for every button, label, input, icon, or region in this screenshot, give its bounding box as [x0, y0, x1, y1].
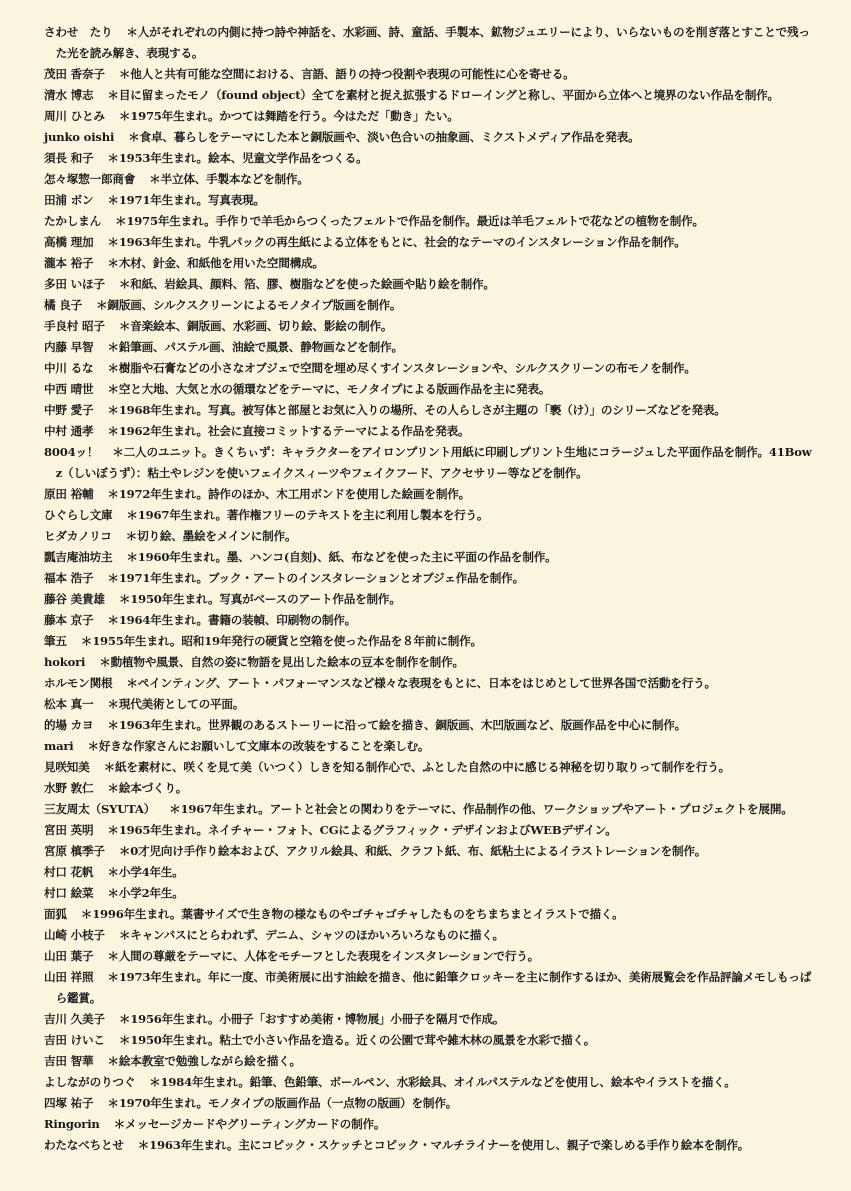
artist-name: ホルモン関根	[44, 676, 113, 690]
artist-entry	[44, 799, 814, 820]
artist-description: ＊1963年生まれ。牛乳パックの再生紙による立体をもとに、社会的なテーマのインスタレーション作品を制作。	[107, 235, 686, 249]
artist-entry	[44, 631, 814, 652]
artist-name: 三友周太（SYUTA）	[44, 802, 156, 816]
artist-description: ＊1971年生まれ。ブック・アートのインスタレーションとオブジェ作品を制作。	[107, 571, 524, 585]
artist-name: たかしまん	[44, 214, 101, 228]
artist-name: 周川 ひとみ	[44, 109, 105, 123]
artist-entry	[44, 253, 814, 274]
artist-name: junko oishi	[44, 130, 115, 144]
artist-entry	[44, 106, 814, 127]
artist-entry	[44, 421, 814, 442]
artist-description: ＊紙を素材に、咲くを見て美（いつく）しきを知る制作心で、ふとした自然の中に感じる神秘を切り取りって制作を行う。	[103, 760, 731, 774]
artist-description: ＊メッセージカードやグリーティングカードの制作。	[113, 1117, 386, 1131]
artist-name: 的場 カヨ	[44, 718, 94, 732]
artist-name: 中村 通孝	[44, 424, 94, 438]
artist-name: 山田 葉子	[44, 949, 94, 963]
artist-entry	[44, 358, 814, 379]
artist-description: ＊1955年生まれ。昭和19年発行の硬貨と空箱を使った作品を８年前に制作。	[80, 634, 482, 648]
artist-entry	[44, 715, 814, 736]
artist-description: ＊1960年生まれ。墨、ハンコ(自刻)、紙、布などを使った主に平面の作品を制作。	[126, 550, 557, 564]
artist-description: ＊1967年生まれ。著作権フリーのテキストを主に利用し製本を行う。	[126, 508, 489, 522]
artist-entry	[44, 610, 814, 631]
artist-entry	[44, 232, 814, 253]
artist-name: 中川 るな	[44, 361, 94, 375]
artist-name: 村口 絵菜	[44, 886, 94, 900]
artist-name: 村口 花帆	[44, 865, 94, 879]
artist-entry	[44, 442, 814, 484]
artist-entry	[44, 778, 814, 799]
artist-entry	[44, 904, 814, 925]
artist-description: ＊現代美術としての平面。	[107, 697, 245, 711]
artist-entry	[44, 484, 814, 505]
artist-name: 面狐	[44, 907, 67, 921]
artist-name: 清水 博志	[44, 88, 94, 102]
artist-name: 山崎 小枝子	[44, 928, 105, 942]
artist-description: ＊樹脂や石膏などの小さなオブジェで空間を埋め尽くすインスタレーションや、シルクスクリーンの布モノを制作。	[107, 361, 696, 375]
artist-name: 怎々塚惣一郎商會	[44, 172, 136, 186]
artist-description: ＊好きな作家さんにお願いして文庫本の改装をすることを楽しむ。	[87, 739, 430, 753]
artist-description: ＊音楽絵本、銅版画、水彩画、切り絵、影絵の制作。	[118, 319, 393, 333]
artist-entry	[44, 547, 814, 568]
artist-name: わたなべちとせ	[44, 1138, 124, 1152]
artist-description: ＊小学4年生。	[107, 865, 184, 879]
artist-entry	[44, 1114, 814, 1135]
artist-description: ＊1953年生まれ。絵本、児童文学作品をつくる。	[107, 151, 368, 165]
artist-name: 多田 いほ子	[44, 277, 105, 291]
artist-description: ＊絵本づくり。	[107, 781, 188, 795]
artist-entry	[44, 967, 814, 1009]
artist-description: ＊1984年生まれ。鉛筆、色鉛筆、ボールペン、水彩絵具、オイルパステルなどを使用し、絵本やイラストを描く。	[149, 1075, 736, 1089]
artist-description: ＊銅版画、シルクスクリーンによるモノタイプ版画を制作。	[96, 298, 402, 312]
artist-description: ＊二人のユニット。きくちぃず：キャラクターをアイロンプリント用紙に印刷しプリント生地にコラージュした平面作品を制作。41Bowz（しいぼうず）：粘土やレジンを使いフェイクスィーツやフェイクフード、アクセサリー等などを制作。	[55, 445, 812, 480]
artist-name: さわせ たり	[44, 25, 113, 39]
artist-description: ＊1967年生まれ。アートと社会との関わりをテーマに、作品制作の他、ワークショップやアート・プロジェクトを展開。	[169, 802, 793, 816]
artist-entry	[44, 295, 814, 316]
artist-entry	[44, 400, 814, 421]
artist-description: ＊1972年生まれ。詩作のほか、木工用ボンドを使用した絵画を制作。	[107, 487, 471, 501]
artist-entry	[44, 379, 814, 400]
artist-name: 宮原 槙季子	[44, 844, 105, 858]
artist-description: ＊1956年生まれ。小冊子「おすすめ美術・博物展」小冊子を隔月で作成。	[118, 1012, 505, 1026]
artist-name: ひぐらし文庫	[44, 508, 113, 522]
artist-name: 田浦 ボン	[44, 193, 94, 207]
artist-name: 吉田 智華	[44, 1054, 94, 1068]
artist-description: ＊キャンバスにとらわれず、デニム、シャツのほかいろいろなものに描く。	[118, 928, 504, 942]
artist-entry	[44, 505, 814, 526]
artist-entry	[44, 946, 814, 967]
artist-description: ＊1963年生まれ。世界観のあるストーリーに沿って絵を描き、銅版画、木凹版画など、版画作品を中心に制作。	[107, 718, 687, 732]
artist-name: Ringorin	[44, 1117, 100, 1131]
artist-description: ＊人間の尊厳をテーマに、人体をモチーフとした表現をインスタレーションで行う。	[107, 949, 539, 963]
artist-name: 中野 愛子	[44, 403, 94, 417]
artist-name: 藤本 京子	[44, 613, 94, 627]
artist-description: ＊空と大地、大気と水の循環などをテーマに、モノタイプによる版画作品を主に発表。	[107, 382, 551, 396]
artist-entry	[44, 211, 814, 232]
artist-description: ＊半立体、手製本などを制作。	[149, 172, 309, 186]
artist-description: ＊1996年生まれ。葉書サイズで生き物の様なものやゴチャゴチャしたものをちまちまとイラストで描く。	[80, 907, 624, 921]
artist-list	[44, 22, 814, 1156]
artist-name: 原田 裕輔	[44, 487, 94, 501]
artist-description: ＊木材、針金、和紙他を用いた空間構成。	[107, 256, 324, 270]
artist-description: ＊ペインティング、アート・パフォーマンスなど様々な表現をもとに、日本をはじめとして世界各国で活動を行う。	[126, 676, 716, 690]
artist-description: ＊1975年生まれ。手作りで羊毛からつくったフェルトで作品を制作。最近は羊毛フェルトで花などの植物を制作。	[114, 214, 704, 228]
artist-name: hokori	[44, 655, 86, 669]
artist-entry	[44, 883, 814, 904]
artist-description: ＊絵本教室で勉強しながら絵を描く。	[107, 1054, 301, 1068]
artist-description: ＊1971年生まれ。写真表現。	[107, 193, 265, 207]
artist-name: 吉田 けいこ	[44, 1033, 105, 1047]
artist-name: 福本 浩子	[44, 571, 94, 585]
artist-description: ＊1963年生まれ。主にコピック・スケッチとコピック・マルチライナーを使用し、親子で楽しめる手作り絵本を制作。	[137, 1138, 750, 1152]
artist-name: 橘 良子	[44, 298, 83, 312]
artist-name: 水野 敦仁	[44, 781, 94, 795]
artist-entry	[44, 127, 814, 148]
artist-name: 中西 晴世	[44, 382, 94, 396]
artist-name: 茂田 香奈子	[44, 67, 105, 81]
artist-entry	[44, 757, 814, 778]
artist-name: 手良村 昭子	[44, 319, 105, 333]
artist-entry	[44, 274, 814, 295]
artist-entry	[44, 925, 814, 946]
artist-entry	[44, 1030, 814, 1051]
artist-name: 四塚 祐子	[44, 1096, 94, 1110]
artist-name: よしながのりつぐ	[44, 1075, 136, 1089]
artist-entry	[44, 1093, 814, 1114]
artist-entry	[44, 820, 814, 841]
artist-entry	[44, 148, 814, 169]
artist-name: 松本 真一	[44, 697, 94, 711]
artist-entry	[44, 673, 814, 694]
artist-entry	[44, 337, 814, 358]
artist-entry	[44, 22, 814, 64]
artist-entry	[44, 526, 814, 547]
artist-description: ＊目に留まったモノ（found object）全てを素材と捉え拡張するドローイングと称し、平面から立体へと境界のない作品を制作。	[107, 88, 779, 102]
artist-description: ＊1975年生まれ。かつては舞踏を行う。今はただ「動き」たい。	[118, 109, 459, 123]
artist-name: 内藤 早智	[44, 340, 94, 354]
artist-entry	[44, 589, 814, 610]
artist-description: ＊1973年生まれ。年に一度、市美術展に出す油絵を描き、他に鉛筆クロッキーを主に制作するほか、美術展覧会を作品評論メモしもっぱら鑑賞。	[55, 970, 812, 1005]
artist-description: ＊1962年生まれ。社会に直接コミットするテーマによる作品を発表。	[107, 424, 470, 438]
artist-description: ＊1950年生まれ。粘土で小さい作品を造る。近くの公園で茸や雑木林の風景を水彩で描く。	[118, 1033, 596, 1047]
artist-description: ＊0才児向け手作り絵本および、アクリル絵具、和紙、クラフト紙、布、紙粘土によるイラストレーションを制作。	[118, 844, 707, 858]
artist-name: 宮田 英明	[44, 823, 94, 837]
artist-description: ＊動植物や風景、自然の姿に物語を見出した絵本の豆本を制作を制作。	[99, 655, 464, 669]
artist-description: ＊他人と共有可能な空間における、言語、語りの持つ役割や表現の可能性に心を寄せる。	[118, 67, 575, 81]
artist-entry	[44, 694, 814, 715]
artist-name: 高橋 理加	[44, 235, 94, 249]
artist-name: 藤谷 美貴雄	[44, 592, 105, 606]
artist-description: ＊切り絵、墨絵をメインに制作。	[125, 529, 297, 543]
artist-name: 見咲知美	[44, 760, 90, 774]
artist-name: 山田 祥照	[44, 970, 94, 984]
artist-entry	[44, 841, 814, 862]
artist-entry	[44, 85, 814, 106]
artist-entry	[44, 1072, 814, 1093]
artist-description: ＊食卓、暮らしをテーマにした本と銅版画や、淡い色合いの抽象画、ミクストメディア作品を発表。	[128, 130, 640, 144]
artist-name: mari	[44, 739, 74, 753]
artist-entry	[44, 64, 814, 85]
artist-description: ＊1950年生まれ。写真がベースのアート作品を制作。	[118, 592, 401, 606]
artist-name: ヒダカノリコ	[44, 529, 112, 543]
artist-entry	[44, 568, 814, 589]
artist-name: 8004ッ！	[44, 445, 99, 459]
artist-entry	[44, 1135, 814, 1156]
artist-description: ＊1970年生まれ。モノタイプの版画作品（一点物の版画）を制作。	[107, 1096, 458, 1110]
artist-description: ＊人がそれぞれの内側に持つ詩や神話を、水彩画、詩、童話、手製本、鉱物ジュエリーにより、いらないものを削ぎ落とすことで残った光を読み解き、表現する。	[55, 25, 810, 60]
artist-entry	[44, 652, 814, 673]
artist-name: 瀧本 裕子	[44, 256, 94, 270]
artist-description: ＊和紙、岩絵具、顔料、箔、膠、樹脂などを使った絵画や貼り絵を制作。	[118, 277, 495, 291]
artist-entry	[44, 190, 814, 211]
artist-entry	[44, 1009, 814, 1030]
artist-description: ＊1968年生まれ。写真。被写体と部屋とお気に入りの場所、その人らしさが主題の「褻（け）」のシリーズなどを発表。	[107, 403, 726, 417]
artist-entry	[44, 736, 814, 757]
artist-description: ＊1965年生まれ。ネイチャー・フォト、CGによるグラフィック・デザインおよびWEBデザイン。	[107, 823, 617, 837]
artist-description: ＊小学2年生。	[107, 886, 184, 900]
artist-entry	[44, 1051, 814, 1072]
artist-description: ＊1964年生まれ。書籍の装幀、印刷物の制作。	[107, 613, 357, 627]
artist-name: 吉川 久美子	[44, 1012, 105, 1026]
artist-name: 筆五	[44, 634, 67, 648]
artist-name: 須長 和子	[44, 151, 94, 165]
artist-name: 瓢吉庵油坊主	[44, 550, 113, 564]
artist-entry	[44, 862, 814, 883]
artist-description: ＊鉛筆画、パステル画、油絵で風景、静物画などを制作。	[107, 340, 403, 354]
artist-entry	[44, 316, 814, 337]
artist-entry	[44, 169, 814, 190]
